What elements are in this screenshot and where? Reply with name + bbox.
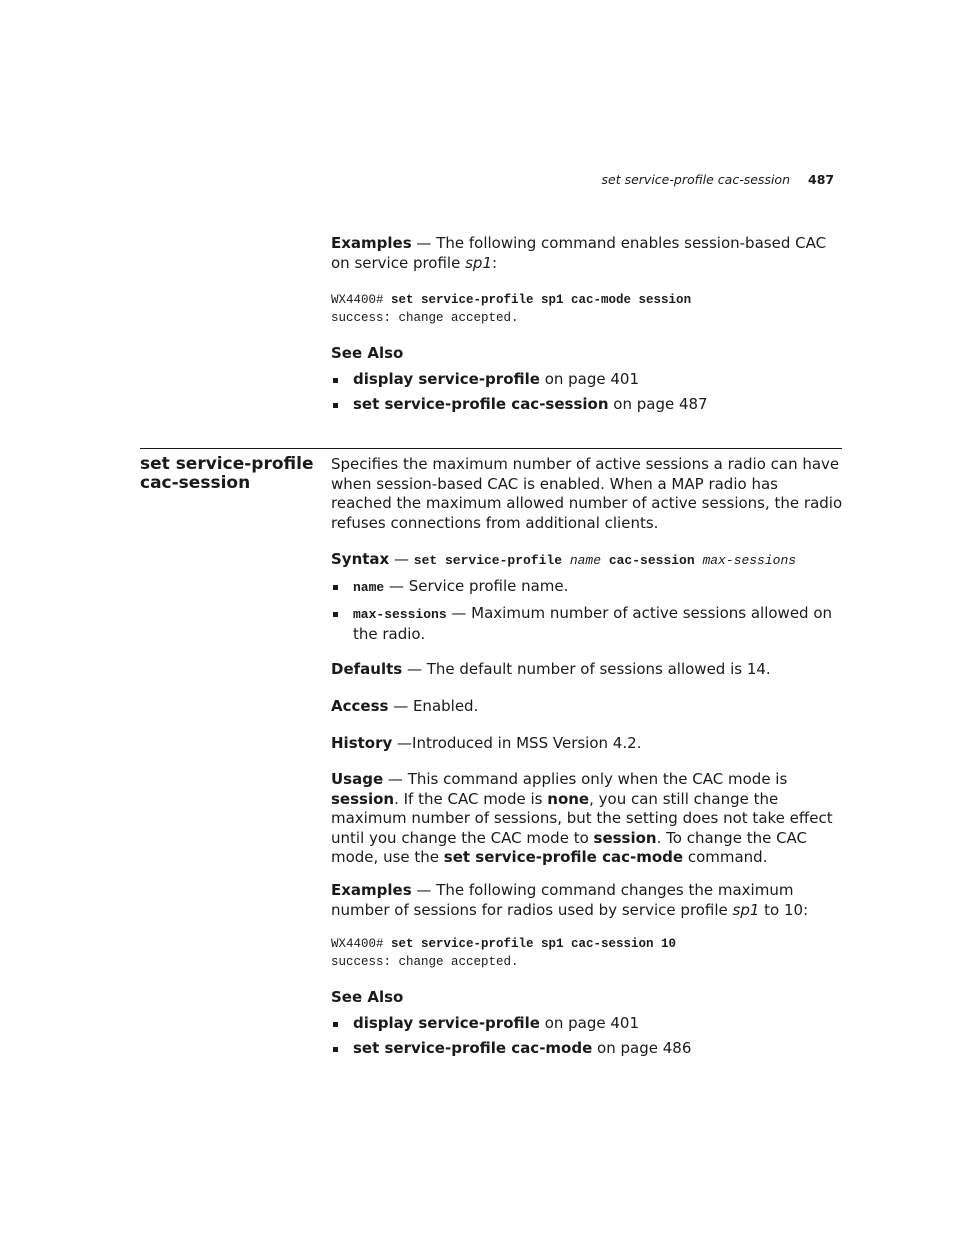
param-name: max-sessions — [353, 607, 447, 622]
page-number: 487 — [808, 172, 835, 187]
see-also-heading: See Also — [331, 988, 404, 1006]
top-examples-paragraph: Examples — The following command enables session-based CAC on service profile sp1: — [331, 234, 827, 272]
see-also-link[interactable]: display service-profile — [353, 370, 540, 388]
bullet-icon — [333, 378, 338, 383]
code-command: set service-profile sp1 cac-mode session — [391, 293, 692, 307]
syntax-label: Syntax — [331, 550, 390, 568]
section-description: Specifies the maximum number of active sessions a radio can have when session-based CAC is enabled. When a MAP radio has reached the maximum allowed number of active sessions, the radio refuses connections from additional clients. — [331, 455, 843, 532]
examples-label: Examples — [331, 881, 412, 899]
section-examples-paragraph: Examples — The following command changes the maximum number of sessions for radios used by service profile sp1 to 10: — [331, 881, 809, 919]
see-also-link[interactable]: set service-profile cac-session — [353, 395, 609, 413]
param-name: name — [353, 580, 385, 595]
see-also-heading: See Also — [331, 344, 404, 362]
bullet-icon — [333, 403, 338, 408]
section-divider — [140, 448, 842, 449]
section-code-block: WX4400# set service-profile sp1 cac-session 10 success: change accepted. — [331, 937, 677, 969]
bullet-icon — [333, 1022, 338, 1027]
running-header-title: set service-profile cac-session — [601, 172, 790, 187]
see-also-link[interactable]: set service-profile cac-mode — [353, 1039, 593, 1057]
defaults-paragraph: Defaults — The default number of sessions allowed is 14. — [331, 660, 771, 678]
bullet-icon — [333, 585, 338, 590]
syntax-line: Syntax — set service-profile name cac-session max-sessions — [331, 550, 797, 568]
access-paragraph: Access — Enabled. — [331, 697, 479, 715]
see-also-link[interactable]: display service-profile — [353, 1014, 540, 1032]
top-code-block: WX4400# set service-profile sp1 cac-mode session success: change accepted. — [331, 293, 692, 325]
bullet-icon — [333, 1047, 338, 1052]
section-heading: set service-profile cac-session — [140, 454, 314, 493]
bullet-icon — [333, 612, 338, 617]
usage-paragraph: Usage — This command applies only when the CAC mode is session. If the CAC mode is none, you can still change the maximum number of sessions, but the setting does not take effect until you change the CAC mode to session. To change the CAC mode, use the set service-profile cac-mode command. — [331, 770, 833, 867]
examples-label: Examples — [331, 234, 412, 252]
code-command: set service-profile sp1 cac-session 10 — [391, 937, 677, 951]
history-paragraph: History —Introduced in MSS Version 4.2. — [331, 734, 642, 752]
